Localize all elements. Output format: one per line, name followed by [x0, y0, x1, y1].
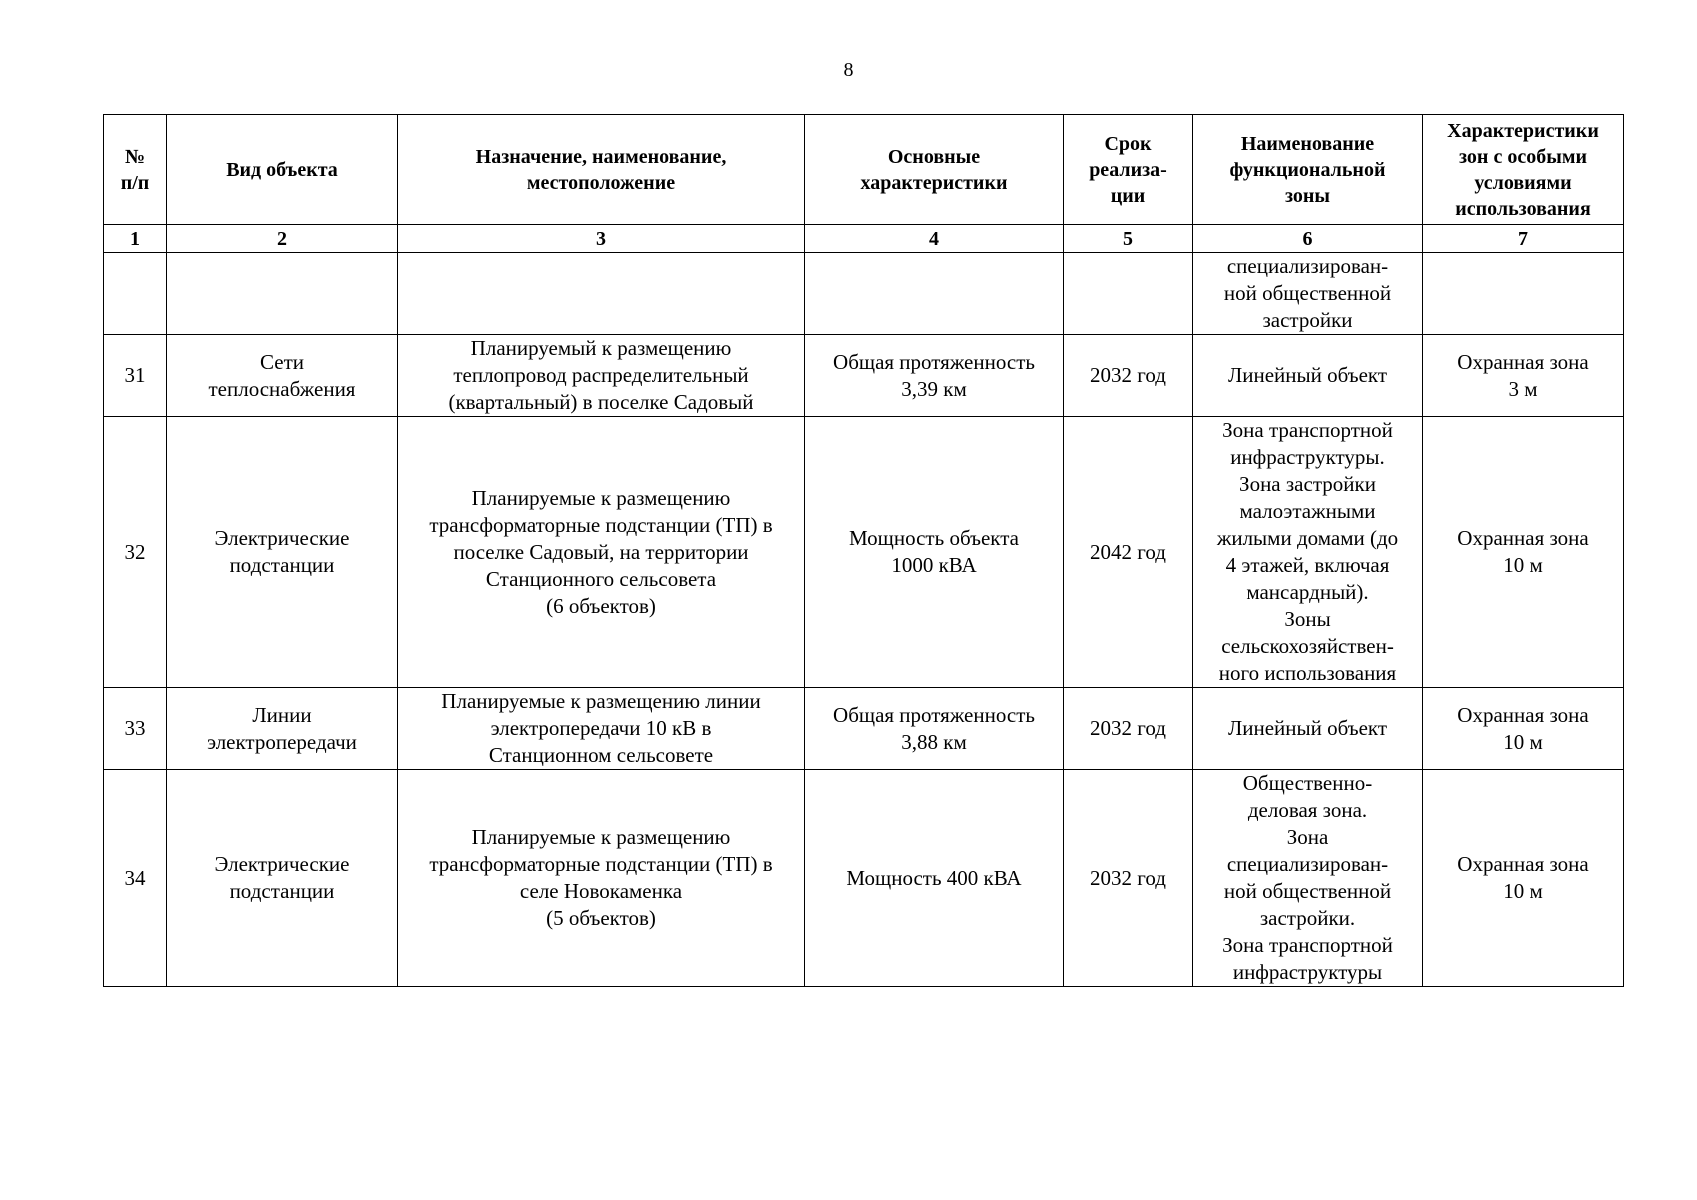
cell-text-line: использования — [1455, 197, 1591, 220]
cell-text-line: зоны — [1284, 184, 1331, 207]
cell-text-line: селе Новокаменка — [519, 879, 683, 903]
cell-text-line: Планируемые к размещению линии — [441, 689, 761, 713]
cell-text-line: Вид объекта — [226, 158, 338, 181]
cell-text-line: застройки — [1262, 308, 1353, 332]
cell-text-line: 32 — [124, 539, 146, 564]
cell-text-line: застройки. — [1259, 906, 1356, 930]
header-cell — [1423, 115, 1624, 225]
cell-text-line: специализирован- — [1226, 852, 1389, 876]
cell-text-line: ной общественной — [1223, 281, 1392, 305]
cell-text-line: Охранная зона — [1457, 349, 1589, 374]
column-number-cell: 1 — [104, 225, 167, 253]
cell-text-line: зон с особыми — [1459, 145, 1587, 168]
object-type-cell — [167, 335, 398, 417]
header-cell — [104, 115, 167, 225]
cell-text-line: Станционном сельсовете — [488, 743, 714, 767]
cell-text-line: Основные — [887, 145, 981, 168]
characteristics-cell — [805, 688, 1064, 770]
cell-text-line: № — [124, 145, 146, 168]
page-number: 8 — [843, 59, 854, 81]
cell-text-line: 10 м — [1503, 879, 1543, 903]
cell-text-line: мансардный). — [1246, 580, 1369, 604]
cell-text-line: Планируемые к размещению — [471, 485, 731, 510]
purpose-cell — [398, 417, 805, 688]
cell-text-line: условиями — [1474, 171, 1572, 194]
row-number-cell — [104, 417, 167, 688]
cell-text-line: Сети — [260, 349, 304, 374]
cell-text-line: характеристики — [860, 171, 1008, 194]
cell-text-line: Срок — [1104, 132, 1152, 155]
cell-text-line: Планируемые к размещению — [471, 825, 731, 849]
row-number-cell — [104, 335, 167, 417]
cell-text-line: инфраструктуры — [1232, 960, 1383, 984]
table-row — [104, 417, 1624, 688]
row-number-cell — [104, 253, 167, 335]
header-cell — [805, 115, 1064, 225]
zone-cell — [1193, 417, 1423, 688]
zone-cell — [1193, 253, 1423, 335]
protection-zone-cell — [1423, 253, 1624, 335]
cell-text-line: ной общественной — [1223, 879, 1392, 903]
cell-text-line: 2032 год — [1090, 716, 1166, 740]
zone-cell — [1193, 770, 1423, 987]
table-row — [104, 770, 1624, 987]
cell-text-line: Охранная зона — [1457, 526, 1589, 550]
cell-text-line: инфраструктуры. — [1230, 445, 1385, 469]
column-number-cell: 5 — [1064, 225, 1193, 253]
column-number-cell: 4 — [805, 225, 1064, 253]
cell-text-line: Охранная зона — [1457, 702, 1589, 727]
table-row — [104, 688, 1624, 770]
cell-text-line: электропередачи — [207, 729, 357, 754]
term-cell — [1064, 335, 1193, 417]
cell-text-line: (квартальный) в поселке Садовый — [448, 390, 754, 414]
cell-text-line: Планируемый к размещению — [470, 336, 732, 360]
cell-text-line: Общественно- — [1242, 771, 1373, 795]
cell-text-line: функциональной — [1229, 158, 1386, 181]
cell-text-line: 3 м — [1508, 376, 1538, 401]
cell-text-line: поселке Садовый, на территории — [453, 539, 749, 564]
cell-text-line: Зона — [1286, 825, 1329, 849]
protection-zone-cell — [1423, 335, 1624, 417]
header-cell — [167, 115, 398, 225]
cell-text-line: теплоснабжения — [208, 376, 356, 401]
cell-text-line: Общая протяженность — [833, 702, 1035, 727]
purpose-cell — [398, 253, 805, 335]
cell-text-line: 33 — [124, 716, 146, 740]
cell-text-line: Станционного сельсовета — [485, 566, 717, 591]
cell-text-line: реализа- — [1089, 158, 1167, 181]
cell-text-line: Линии — [252, 702, 312, 727]
cell-text-line: 4 этажей, включая — [1225, 553, 1390, 577]
term-cell — [1064, 417, 1193, 688]
characteristics-cell — [805, 417, 1064, 688]
cell-text-line: подстанции — [229, 879, 335, 903]
characteristics-cell — [805, 253, 1064, 335]
header-row — [104, 115, 1624, 225]
purpose-cell — [398, 688, 805, 770]
object-type-cell — [167, 417, 398, 688]
cell-text-line: Мощность объекта — [849, 526, 1019, 550]
cell-text-line: 3,39 км — [901, 376, 967, 401]
purpose-cell — [398, 770, 805, 987]
row-number-cell — [104, 688, 167, 770]
cell-text-line: (5 объектов) — [546, 906, 656, 930]
cell-text-line: жилыми домами (до — [1216, 526, 1399, 550]
cell-text-line: ции — [1110, 184, 1146, 207]
protection-zone-cell — [1423, 417, 1624, 688]
cell-text-line: местоположение — [526, 171, 676, 194]
cell-text-line: Электрические — [214, 852, 350, 876]
cell-text-line: трансформаторные подстанции (ТП) в — [429, 512, 773, 537]
column-number-cell: 3 — [398, 225, 805, 253]
table-row — [104, 335, 1624, 417]
cell-text-line: Назначение, наименование, — [475, 145, 727, 168]
cell-text-line: 34 — [124, 865, 146, 890]
cell-text-line: 2032 год — [1090, 363, 1166, 387]
cell-text-line: ного использования — [1218, 661, 1397, 685]
cell-text-line: п/п — [120, 171, 150, 194]
row-number-cell — [104, 770, 167, 987]
protection-zone-cell — [1423, 688, 1624, 770]
cell-text-line: 2032 год — [1090, 865, 1166, 890]
cell-text-line: Зона застройки — [1239, 472, 1376, 496]
object-type-cell — [167, 688, 398, 770]
column-number-cell: 7 — [1423, 225, 1624, 253]
cell-text-line: Наименование — [1240, 132, 1375, 155]
term-cell — [1064, 253, 1193, 335]
protection-zone-cell — [1423, 770, 1624, 987]
planned-objects-table — [103, 114, 1624, 987]
cell-text-line: Линейный объект — [1227, 363, 1388, 387]
column-number-cell: 2 — [167, 225, 398, 253]
column-number-row — [104, 225, 1624, 253]
term-cell — [1064, 770, 1193, 987]
column-number-cell: 6 — [1193, 225, 1423, 253]
cell-text-line: трансформаторные подстанции (ТП) в — [429, 852, 773, 876]
cell-text-line: Характеристики — [1447, 119, 1599, 142]
purpose-cell — [398, 335, 805, 417]
cell-text-line: подстанции — [229, 553, 335, 577]
header-cell — [1193, 115, 1423, 225]
cell-text-line: теплопровод распределительный — [453, 363, 749, 387]
cell-text-line: сельскохозяйствен- — [1221, 634, 1394, 658]
cell-text-line: Электрические — [214, 526, 350, 550]
header-cell — [398, 115, 805, 225]
cell-text-line: 31 — [124, 363, 146, 387]
cell-text-line: Мощность 400 кВА — [846, 865, 1022, 890]
object-type-cell — [167, 253, 398, 335]
characteristics-cell — [805, 335, 1064, 417]
cell-text-line: Общая протяженность — [833, 349, 1035, 374]
header-cell — [1064, 115, 1193, 225]
object-type-cell — [167, 770, 398, 987]
cell-text-line: 10 м — [1503, 553, 1543, 577]
cell-text-line: Зона транспортной — [1222, 933, 1393, 957]
cell-text-line: электропередачи 10 кВ в — [490, 716, 712, 740]
zone-cell — [1193, 688, 1423, 770]
cell-text-line: (6 объектов) — [546, 593, 656, 618]
cell-text-line: 3,88 км — [901, 729, 967, 754]
cell-text-line: 1000 кВА — [891, 553, 977, 577]
characteristics-cell — [805, 770, 1064, 987]
cell-text-line: 2042 год — [1090, 539, 1166, 564]
cell-text-line: Охранная зона — [1457, 852, 1589, 876]
cell-text-line: деловая зона. — [1247, 798, 1368, 822]
term-cell — [1064, 688, 1193, 770]
cell-text-line: Зона транспортной — [1222, 418, 1393, 442]
table-row — [104, 253, 1624, 335]
cell-text-line: Зоны — [1284, 607, 1331, 631]
zone-cell — [1193, 335, 1423, 417]
cell-text-line: Линейный объект — [1227, 716, 1388, 740]
cell-text-line: малоэтажными — [1239, 499, 1376, 523]
cell-text-line: 10 м — [1503, 729, 1543, 754]
cell-text-line: специализирован- — [1226, 254, 1389, 278]
